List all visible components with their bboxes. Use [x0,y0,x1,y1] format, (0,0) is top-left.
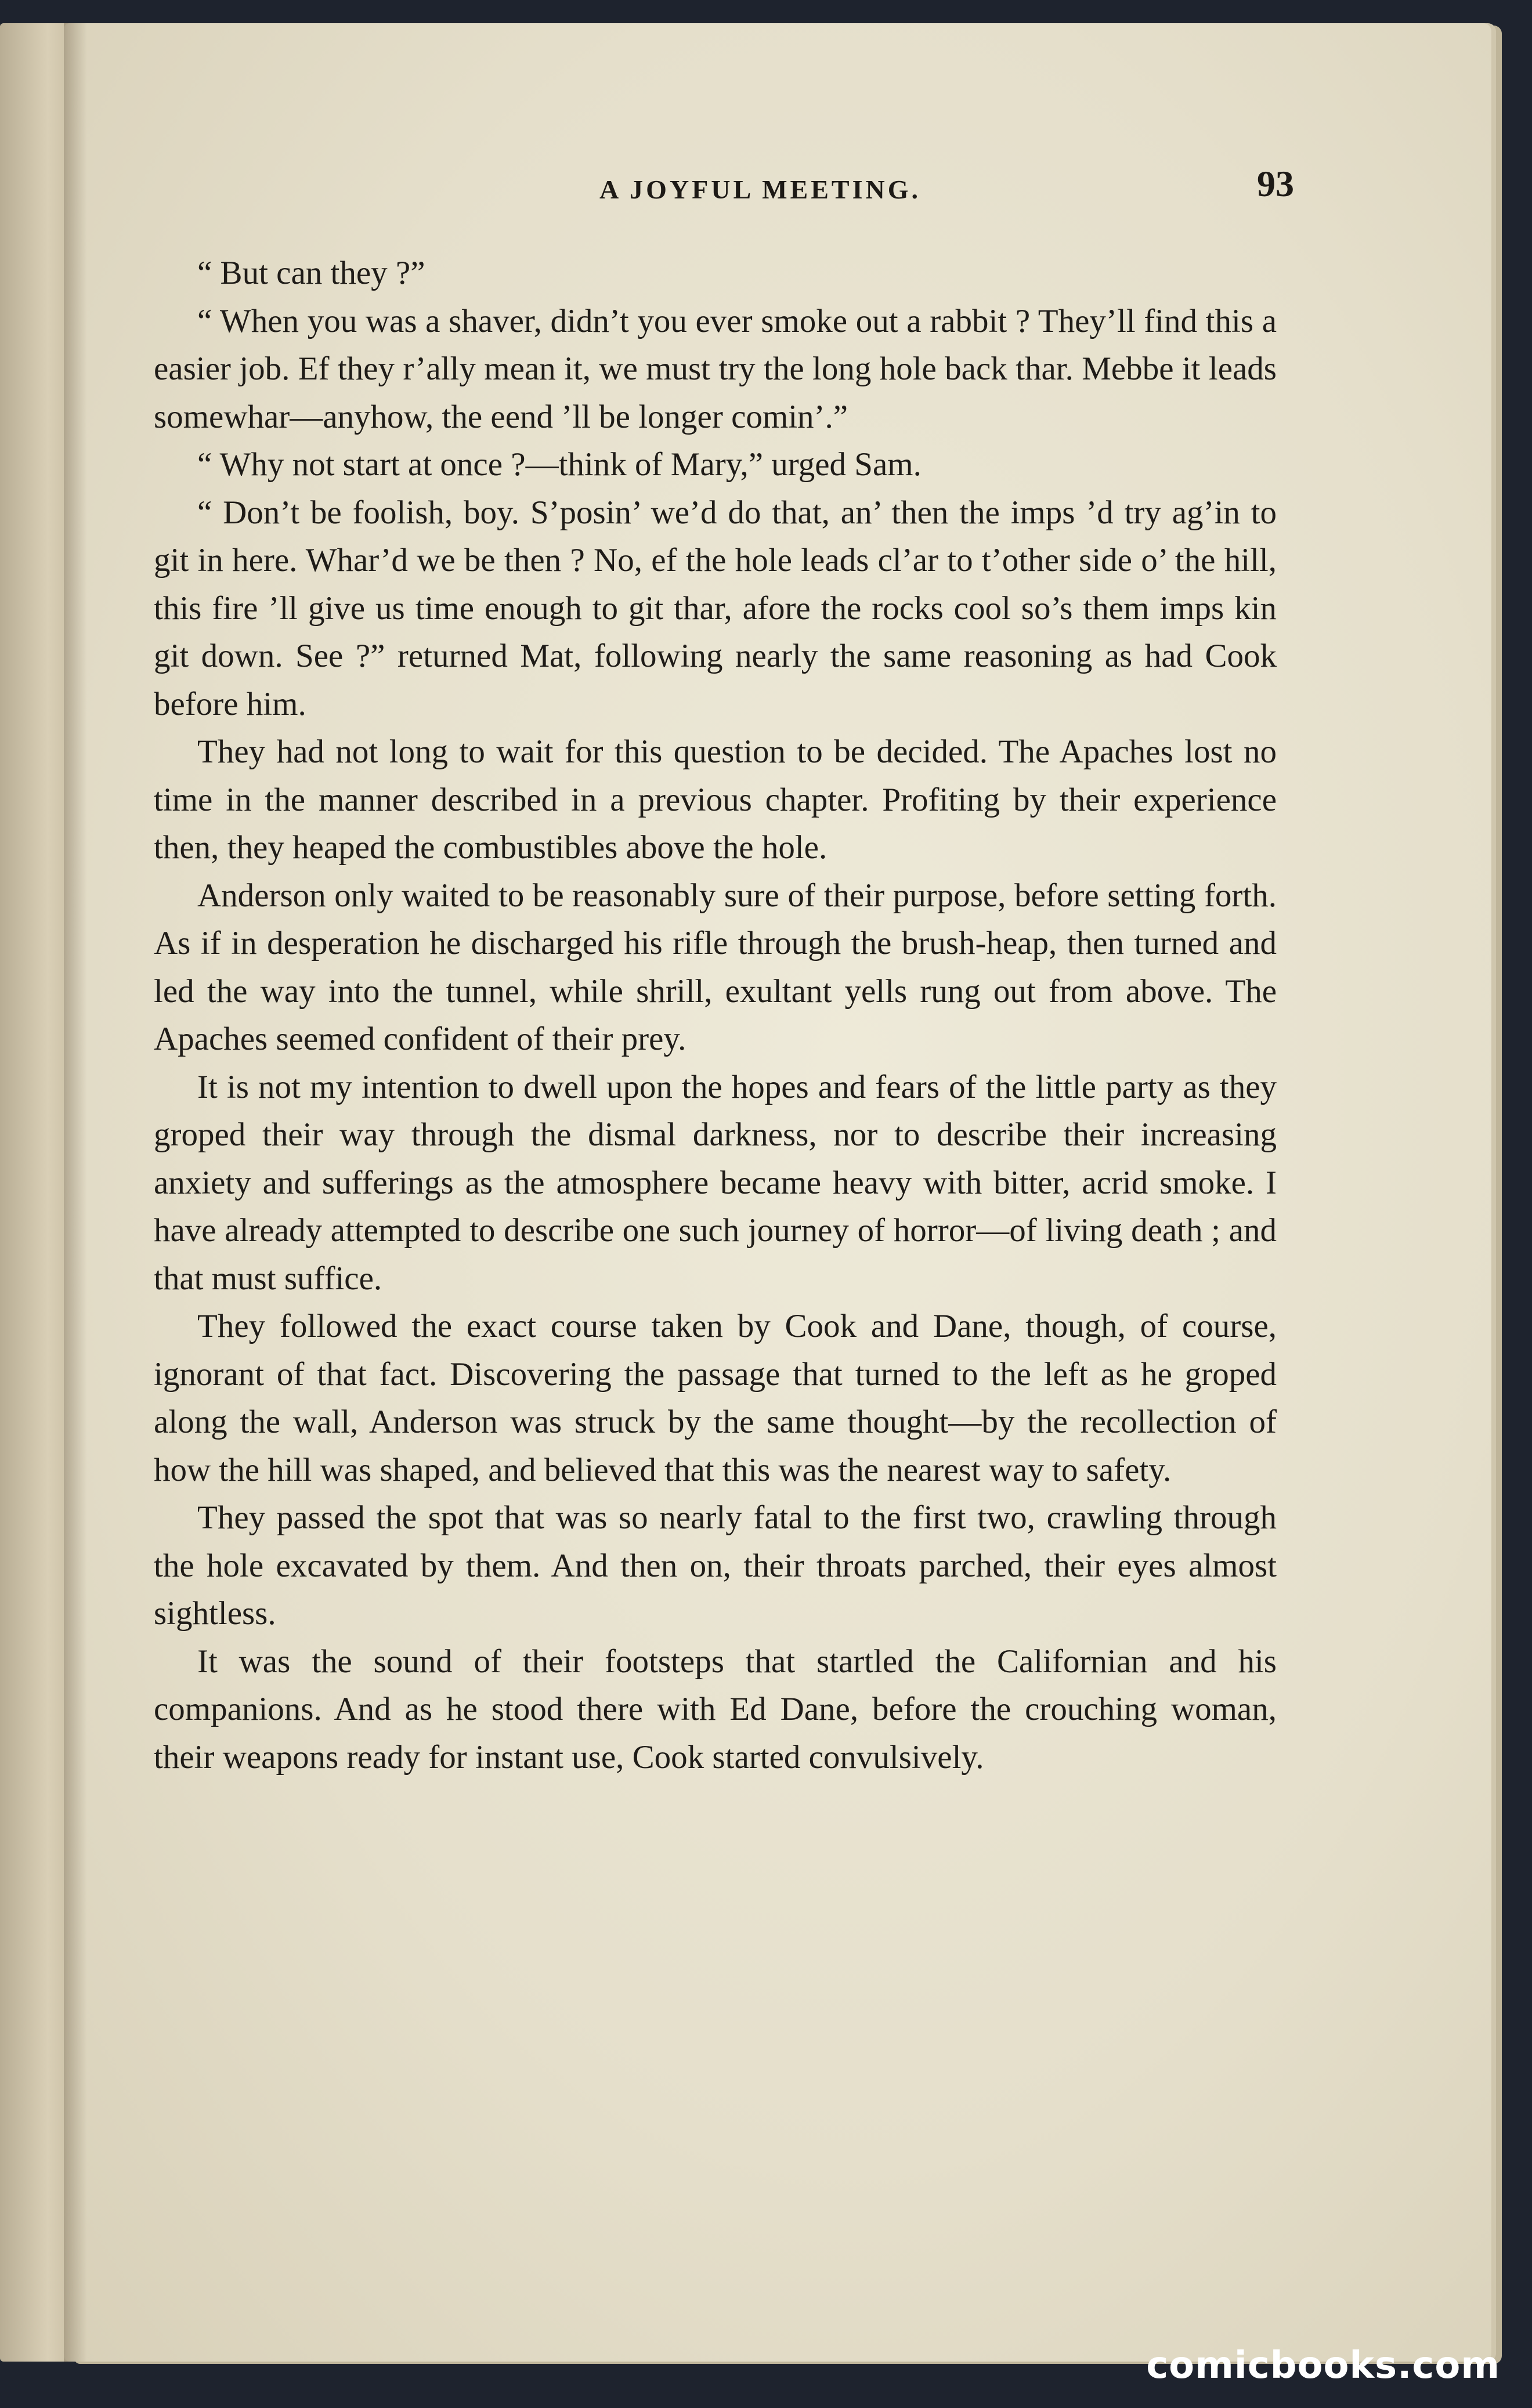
body-text [154,250,1277,1781]
paragraph-10: It was the sound of their footsteps that startled the Californian and his companions. And as he stood there with Ed Dane, before the crouching woman, their weapons ready for instant use, Cook started convulsively. [154,1643,1277,1776]
paragraph-9: They passed the spot that was so nearly fatal to the first two, crawling through the hole excavated by them. And then on, their throats parched, their eyes almost sightless. [154,1499,1277,1632]
page-number: 93 [1257,163,1294,204]
running-head: A JOYFUL MEETING. [599,175,921,204]
paragraph-1: “ But can they ?” [197,255,425,291]
paragraph-7: It is not my intention to dwell upon the hopes and fears of the little party as they groped their way through the dismal darkness, nor to describe their increasing anxiety and sufferings as the atmosphere became heavy with bitter, acrid smoke. I have already attempted to describe one such journey of horror—of living death ; and that must suffice. [154,1068,1277,1297]
paragraph-6: Anderson only waited to be reasonably sure of their purpose, before setting forth. As if in desperation he discharged his rifle through the brush-heap, then turned and led the way into the tunnel, while shrill, exultant yells rung out from above. The Apaches seemed confident of their prey. [154,877,1277,1057]
site-watermark: comicbooks.com [1146,2344,1500,2387]
paragraph-4: “ Don’t be foolish, boy. S’posin’ we’d do that, an’ then the imps ’d try ag’in to git in here. Whar’d we be then ? No, ef the hole leads cl’ar to t’other side o’ the hill, this fire ’ll give us time enough to git thar, afore the rocks cool so’s them imps kin git down. See ?” returned Mat, following nearly the same reasoning as had Cook before him. [154,494,1277,722]
paragraph-3: “ Why not start at once ?—think of Mary,” urged Sam. [197,446,922,483]
paragraph-8: They followed the exact course taken by Cook and Dane, though, of course, ignorant of that fact. Discovering the passage that turned to the left as he groped along the wall, Anderson was struck by the same thought—by the recollection of how the hill was shaped, and believed that this was the nearest way to safety. [154,1308,1277,1488]
paragraph-5: They had not long to wait for this question to be decided. The Apaches lost no time in the manner described in a previous chapter. Profiting by their experience then, they heaped the combustibles above the hole. [154,733,1277,866]
page-spine-shadow [64,23,87,2362]
paragraph-2: “ When you was a shaver, didn’t you ever smoke out a rabbit ? They’ll find this a easier job. Ef they r’ally mean it, we must try the long hole back thar. Mebbe it leads somewhar—anyhow, the eend ’ll be longer comin’.” [154,302,1277,435]
